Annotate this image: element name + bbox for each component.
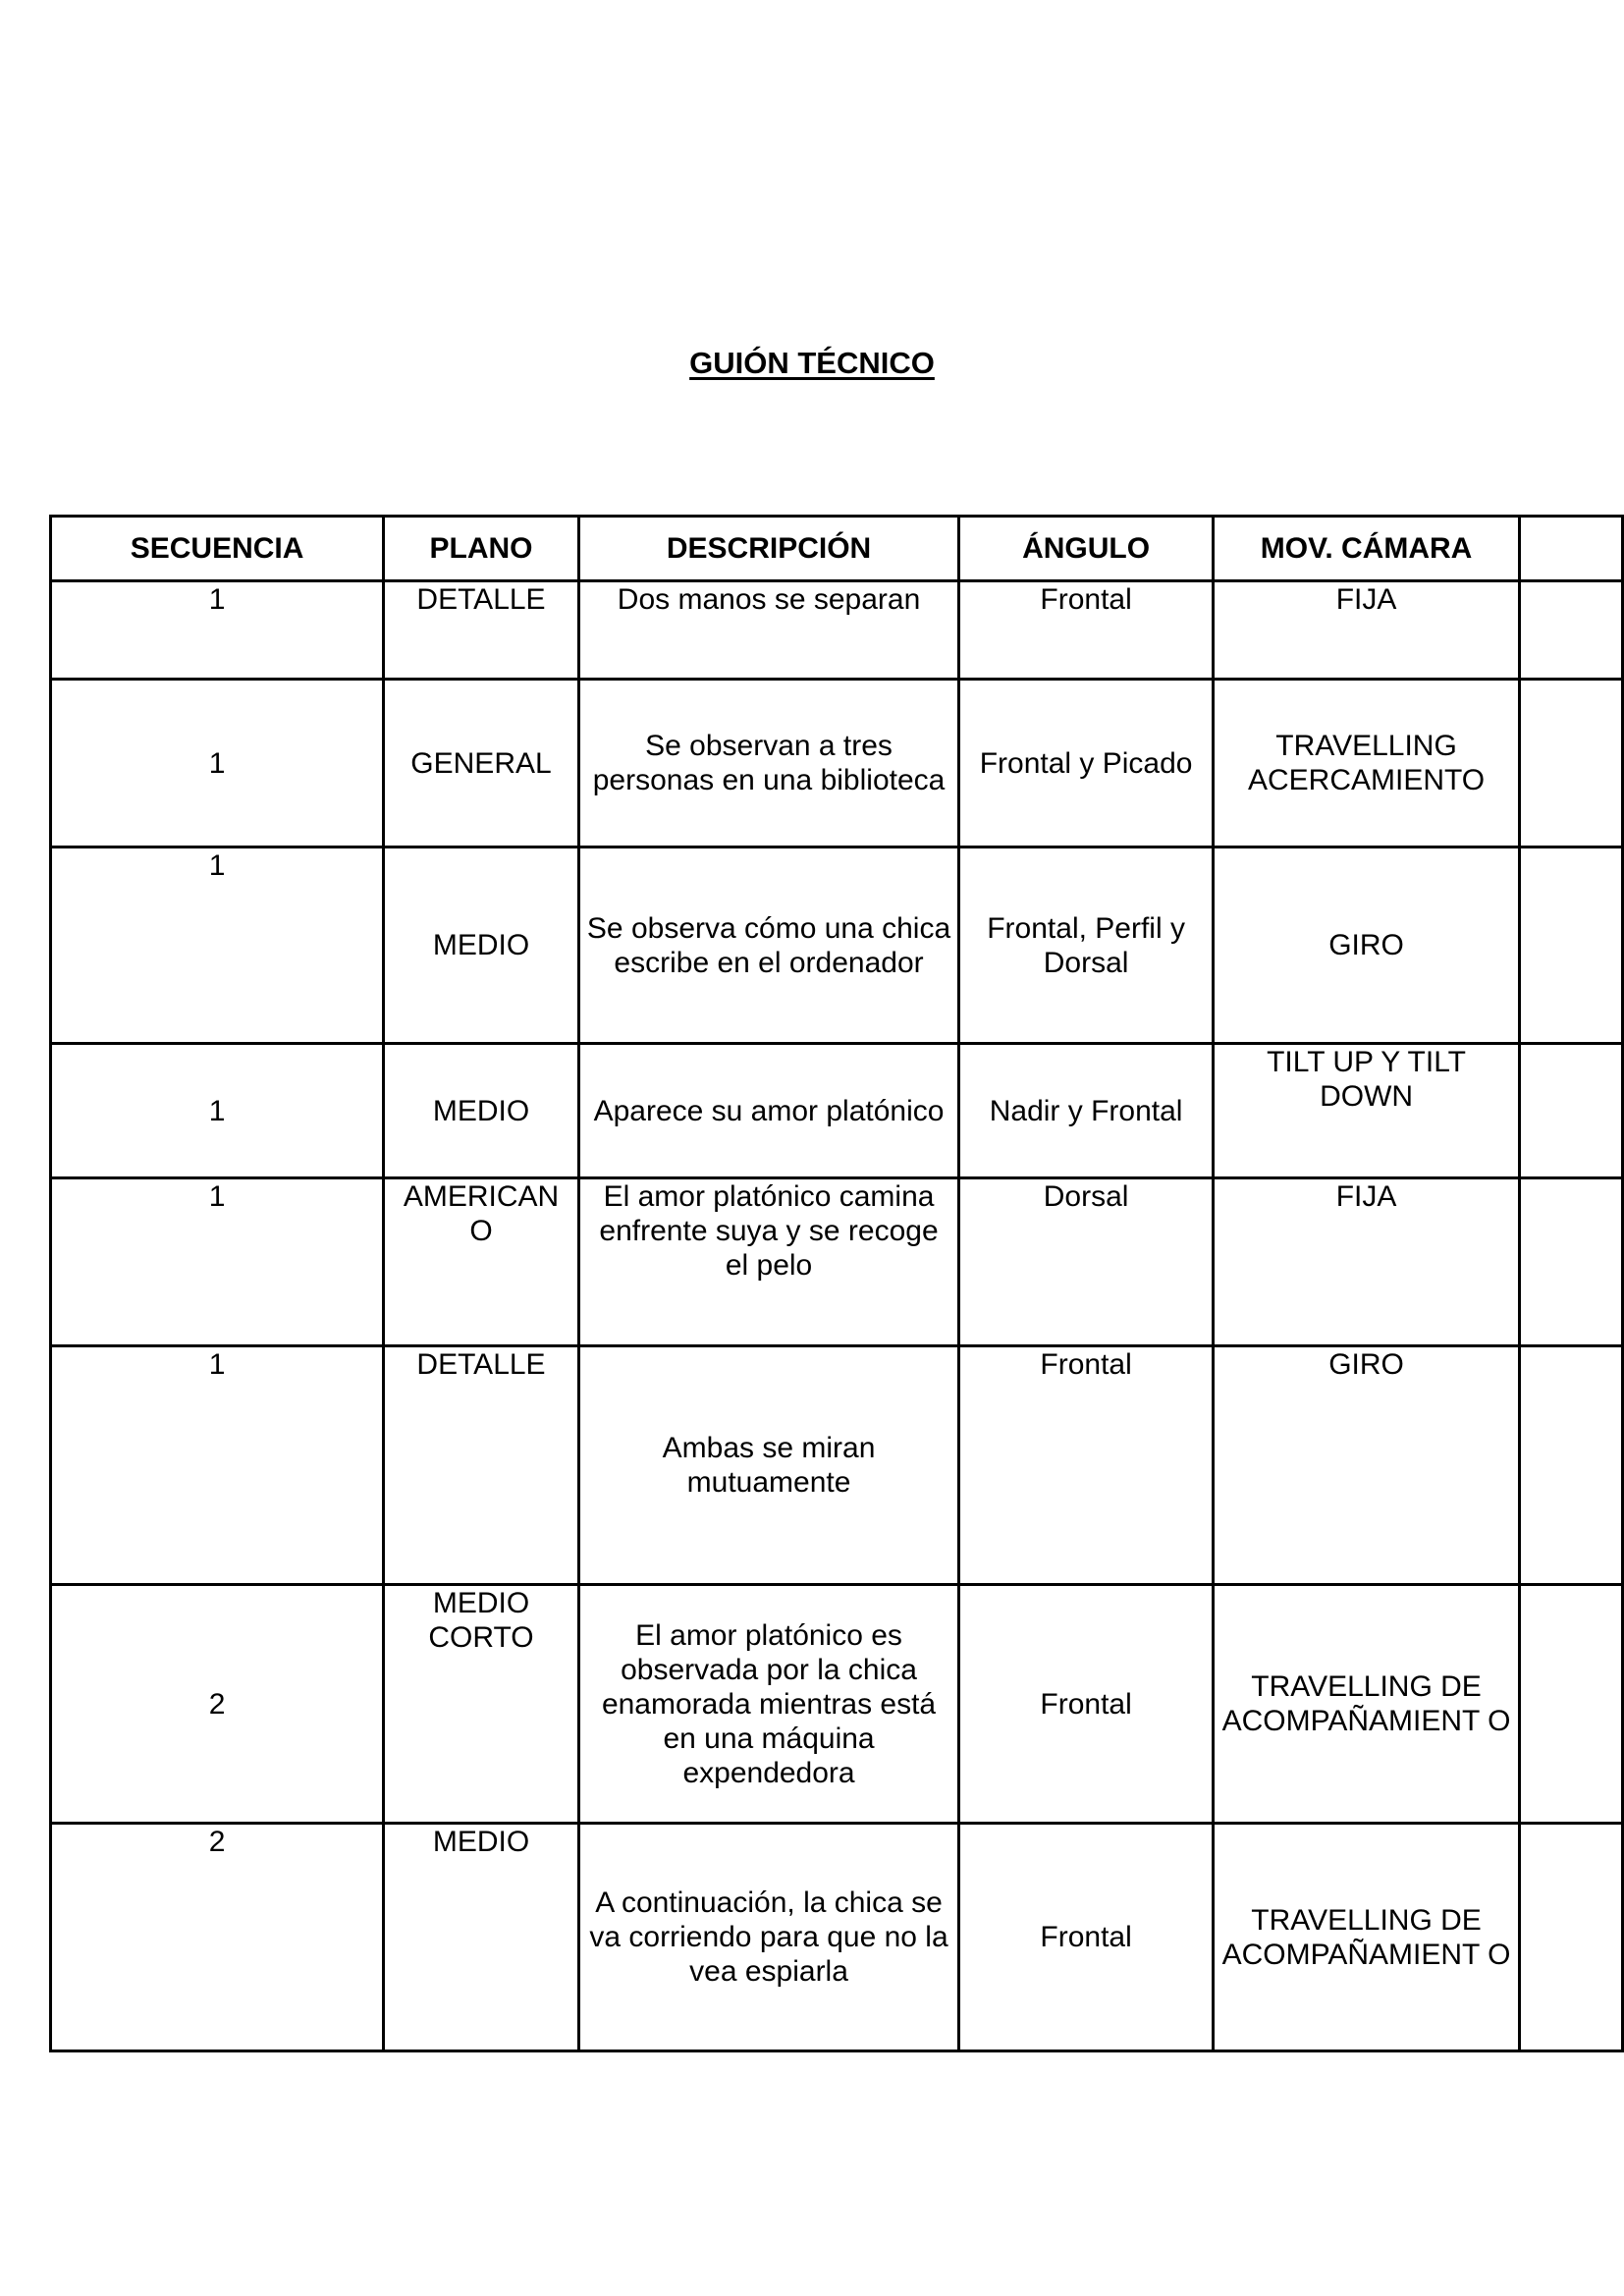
cell-secuencia: 2 xyxy=(51,1585,384,1824)
table-header-row xyxy=(51,517,1623,581)
cell-angulo: Frontal, Perfil y Dorsal xyxy=(959,847,1214,1044)
table-row xyxy=(51,581,1623,680)
table-row xyxy=(51,847,1623,1044)
table-row xyxy=(51,1824,1623,2051)
cell-secuencia: 1 xyxy=(51,1044,384,1178)
cell-mov-camara: FIJA xyxy=(1214,581,1520,680)
cell-descripcion: Dos manos se separan xyxy=(578,581,958,680)
cell-descripcion: Se observa cómo una chica escribe en el ordenador xyxy=(578,847,958,1044)
cell-mov-camara: GIRO xyxy=(1214,1346,1520,1585)
cell-extra xyxy=(1520,1585,1623,1824)
cell-plano: DETALLE xyxy=(384,1346,579,1585)
cell-mov-camara: GIRO xyxy=(1214,847,1520,1044)
cell-angulo: Frontal xyxy=(959,1585,1214,1824)
cell-mov-camara: FIJA xyxy=(1214,1178,1520,1346)
document-title: GUIÓN TÉCNICO xyxy=(689,346,935,380)
cell-descripcion: El amor platónico es observada por la chica enamorada mientras está en una máquina expendedora xyxy=(578,1585,958,1824)
cell-extra xyxy=(1520,1044,1623,1178)
table-row xyxy=(51,1044,1623,1178)
cell-descripcion: A continuación, la chica se va corriendo para que no la vea espiarla xyxy=(578,1824,958,2051)
header-plano: PLANO xyxy=(384,517,579,581)
cell-plano: MEDIO xyxy=(384,1824,579,2051)
cell-secuencia: 1 xyxy=(51,1346,384,1585)
cell-extra xyxy=(1520,1346,1623,1585)
cell-angulo: Frontal xyxy=(959,1824,1214,2051)
technical-script-table xyxy=(49,515,1624,2052)
cell-plano: MEDIO CORTO xyxy=(384,1585,579,1824)
cell-angulo: Frontal y Picado xyxy=(959,680,1214,847)
cell-extra xyxy=(1520,1824,1623,2051)
cell-descripcion: El amor platónico camina enfrente suya y se recoge el pelo xyxy=(578,1178,958,1346)
cell-secuencia: 1 xyxy=(51,847,384,1044)
cell-secuencia: 1 xyxy=(51,1178,384,1346)
header-secuencia: SECUENCIA xyxy=(51,517,384,581)
cell-secuencia: 1 xyxy=(51,581,384,680)
cell-extra xyxy=(1520,680,1623,847)
cell-secuencia: 2 xyxy=(51,1824,384,2051)
header-mov-camara: MOV. CÁMARA xyxy=(1214,517,1520,581)
header-extra xyxy=(1520,517,1623,581)
cell-plano: AMERICAN O xyxy=(384,1178,579,1346)
cell-descripcion: Aparece su amor platónico xyxy=(578,1044,958,1178)
header-angulo: ÁNGULO xyxy=(959,517,1214,581)
cell-angulo: Frontal xyxy=(959,581,1214,680)
table-row xyxy=(51,1178,1623,1346)
cell-plano: MEDIO xyxy=(384,1044,579,1178)
technical-script-table-container xyxy=(49,515,1624,2052)
cell-extra xyxy=(1520,847,1623,1044)
table-row xyxy=(51,680,1623,847)
cell-plano: DETALLE xyxy=(384,581,579,680)
cell-extra xyxy=(1520,1178,1623,1346)
cell-mov-camara: TILT UP Y TILT DOWN xyxy=(1214,1044,1520,1178)
cell-descripcion: Ambas se miran mutuamente xyxy=(578,1346,958,1585)
cell-angulo: Frontal xyxy=(959,1346,1214,1585)
table-row xyxy=(51,1585,1623,1824)
cell-mov-camara: TRAVELLING DE ACOMPAÑAMIENT O xyxy=(1214,1824,1520,2051)
cell-plano: GENERAL xyxy=(384,680,579,847)
cell-mov-camara: TRAVELLING ACERCAMIENTO xyxy=(1214,680,1520,847)
cell-angulo: Dorsal xyxy=(959,1178,1214,1346)
header-descripcion: DESCRIPCIÓN xyxy=(578,517,958,581)
table-row xyxy=(51,1346,1623,1585)
cell-secuencia: 1 xyxy=(51,680,384,847)
cell-mov-camara: TRAVELLING DE ACOMPAÑAMIENT O xyxy=(1214,1585,1520,1824)
cell-extra xyxy=(1520,581,1623,680)
cell-plano: MEDIO xyxy=(384,847,579,1044)
cell-descripcion: Se observan a tres personas en una biblioteca xyxy=(578,680,958,847)
cell-angulo: Nadir y Frontal xyxy=(959,1044,1214,1178)
